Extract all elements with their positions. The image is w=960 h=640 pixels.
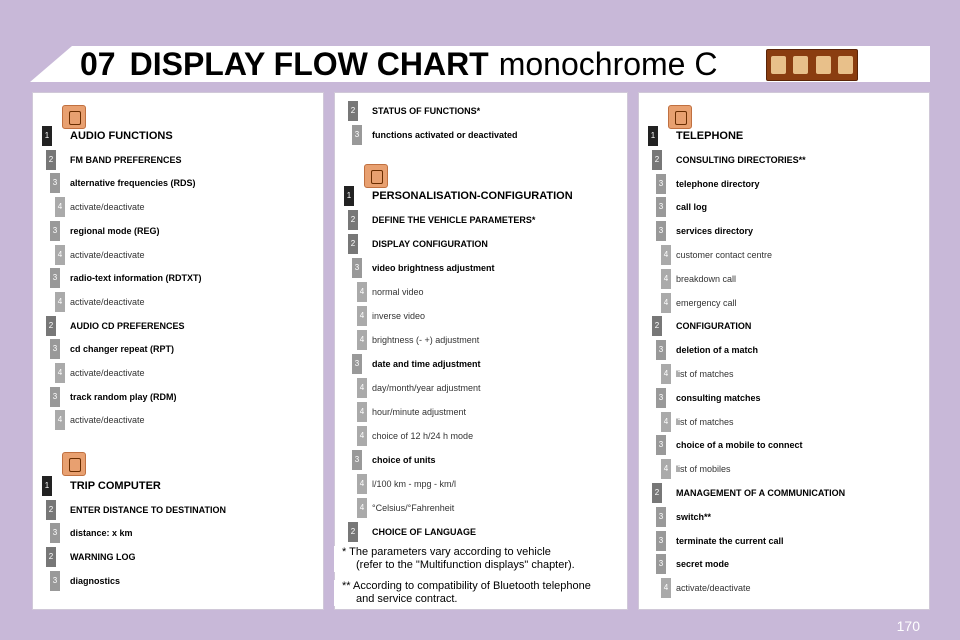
level-badge: 2 <box>652 483 662 503</box>
level-badge: 3 <box>656 507 666 527</box>
level-badge: 3 <box>50 221 60 241</box>
flow-item-label: list of matches <box>676 416 734 427</box>
level-badge: 4 <box>357 474 367 494</box>
chapter-subtitle: monochrome C <box>498 46 718 82</box>
flow-item-label: TELEPHONE <box>676 130 744 142</box>
level-badge: 4 <box>55 245 65 265</box>
level-badge: 4 <box>55 292 65 312</box>
level-badge: 4 <box>357 282 367 302</box>
flow-item-label: list of matches <box>676 369 734 379</box>
flow-item-label: WARNING LOG <box>70 552 136 563</box>
radio-icon <box>771 56 786 74</box>
flow-item-label: cd changer repeat (RPT) <box>70 344 175 355</box>
flow-item-label: CONSULTING DIRECTORIES** <box>676 154 806 165</box>
page-title <box>80 44 717 84</box>
page-number: 170 <box>896 618 920 634</box>
level-badge: 4 <box>357 426 367 446</box>
level-badge: 2 <box>46 150 56 170</box>
level-badge: 4 <box>357 330 367 350</box>
flow-item-label: consulting matches <box>676 392 761 403</box>
level-badge: 2 <box>348 101 358 121</box>
flow-item-label: breakdown call <box>676 273 737 284</box>
level-badge: 3 <box>352 258 362 278</box>
flow-item-label: list of mobiles <box>676 464 731 475</box>
flow-item-label: activate/deactivate <box>70 415 145 426</box>
flow-item-label: activate/deactivate <box>70 249 145 260</box>
flow-item-label: emergency call <box>676 297 737 308</box>
level-badge: 4 <box>55 410 65 430</box>
flow-item-label: FM BAND PREFERENCES <box>70 154 182 165</box>
flow-item-label: DEFINE THE VEHICLE PARAMETERS* <box>372 215 536 225</box>
level-badge: 1 <box>648 126 658 146</box>
flow-item-label: terminate the current call <box>676 535 784 546</box>
level-badge: 2 <box>348 522 358 542</box>
level-badge: 2 <box>46 316 56 336</box>
level-badge: 2 <box>46 500 56 520</box>
level-badge: 3 <box>656 174 666 194</box>
level-badge: 4 <box>357 498 367 518</box>
level-badge: 3 <box>656 197 666 217</box>
footnote-vehicle: * The parameters vary according to vehicle (refer to the "Multifunction displays" chapter). <box>334 546 626 572</box>
level-badge: 3 <box>352 354 362 374</box>
flow-item-label: STATUS OF FUNCTIONS* <box>372 106 481 116</box>
level-badge: 2 <box>652 150 662 170</box>
level-badge: 3 <box>50 339 60 359</box>
flow-item-label: functions activated or deactivated <box>372 130 518 140</box>
chapter-title: DISPLAY FLOW CHART <box>129 46 489 82</box>
flow-item-label: hour/minute adjustment <box>372 407 467 417</box>
flow-item-label: inverse video <box>372 311 426 321</box>
level-badge: 3 <box>50 523 60 543</box>
flow-item-label: CHOICE OF LANGUAGE <box>372 527 477 537</box>
flow-item-label: ENTER DISTANCE TO DESTINATION <box>70 504 227 515</box>
flow-item-label: regional mode (REG) <box>70 225 160 236</box>
level-badge: 1 <box>42 126 52 146</box>
flow-item-label: diagnostics <box>70 575 121 586</box>
level-badge: 4 <box>357 378 367 398</box>
level-badge: 4 <box>357 306 367 326</box>
navigation-icon <box>816 56 831 74</box>
level-badge: 3 <box>352 125 362 145</box>
level-badge: 3 <box>656 388 666 408</box>
flow-item-label: TRIP COMPUTER <box>70 480 161 492</box>
level-badge: 4 <box>55 363 65 383</box>
level-badge: 3 <box>656 554 666 574</box>
flow-item-label: choice of 12 h/24 h mode <box>372 431 474 441</box>
level-badge: 4 <box>55 197 65 217</box>
flow-item-label: activate/deactivate <box>70 202 145 213</box>
level-badge: 3 <box>656 340 666 360</box>
flow-item-label: date and time adjustment <box>372 359 481 369</box>
flow-item-label: activate/deactivate <box>676 583 751 594</box>
level-badge: 1 <box>344 186 354 206</box>
flow-item-label: customer contact centre <box>676 250 773 260</box>
flow-item-label: switch** <box>676 511 712 522</box>
flow-item-label: AUDIO CD PREFERENCES <box>70 320 185 331</box>
level-badge: 3 <box>352 450 362 470</box>
chapter-number: 07 <box>80 46 116 82</box>
flow-item-label: services directory <box>676 226 754 237</box>
flow-item-label: deletion of a match <box>676 345 759 356</box>
flow-item-label: CONFIGURATION <box>676 321 752 332</box>
flow-item-label: video brightness adjustment <box>372 263 495 273</box>
level-badge: 4 <box>661 364 671 384</box>
flow-item-label: distance: x km <box>70 528 133 539</box>
flow-item-label: choice of units <box>372 455 436 465</box>
level-badge: 4 <box>661 578 671 598</box>
flow-item-label: activate/deactivate <box>70 296 145 307</box>
flow-item-label: AUDIO FUNCTIONS <box>70 130 173 142</box>
trip-computer-icon <box>62 452 86 476</box>
flow-item-label: PERSONALISATION-CONFIGURATION <box>372 190 573 202</box>
level-badge: 2 <box>652 316 662 336</box>
level-badge: 2 <box>348 234 358 254</box>
flow-item-label: normal video <box>372 287 424 297</box>
flow-item-label: track random play (RDM) <box>70 391 177 402</box>
level-badge: 3 <box>50 387 60 407</box>
flow-item-label: choice of a mobile to connect <box>676 440 803 451</box>
flow-item-label: call log <box>676 202 708 213</box>
personalisation-icon <box>364 164 388 188</box>
level-badge: 3 <box>50 173 60 193</box>
flow-item-label: °Celsius/°Fahrenheit <box>372 503 455 513</box>
flow-item-label: MANAGEMENT OF A COMMUNICATION <box>676 488 846 498</box>
level-badge: 3 <box>656 435 666 455</box>
flow-item-label: DISPLAY CONFIGURATION <box>372 239 488 249</box>
flow-item-label: day/month/year adjustment <box>372 383 481 393</box>
level-badge: 3 <box>50 571 60 591</box>
phone-icon <box>838 56 853 74</box>
level-badge: 4 <box>357 402 367 422</box>
level-badge: 3 <box>656 531 666 551</box>
flow-item-label: alternative frequencies (RDS) <box>70 178 196 189</box>
footnote-bluetooth: ** According to compatibility of Bluetooth telephone and service contract. <box>334 580 626 606</box>
flow-item-label: telephone directory <box>676 178 760 189</box>
level-badge: 4 <box>661 459 671 479</box>
level-badge: 3 <box>50 268 60 288</box>
level-badge: 4 <box>661 412 671 432</box>
flow-item-label: l/100 km - mpg - km/l <box>372 479 457 489</box>
flow-item-label: secret mode <box>676 559 730 570</box>
function-icons-strip <box>766 49 858 81</box>
level-badge: 2 <box>348 210 358 230</box>
flow-item-label: radio-text information (RDTXT) <box>70 273 202 284</box>
level-badge: 3 <box>656 221 666 241</box>
level-badge: 1 <box>42 476 52 496</box>
level-badge: 4 <box>661 269 671 289</box>
level-badge: 2 <box>46 547 56 567</box>
level-badge: 4 <box>661 245 671 265</box>
flow-item-label: brightness (- +) adjustment <box>372 335 480 345</box>
flow-item-label: activate/deactivate <box>70 368 145 378</box>
level-badge: 4 <box>661 293 671 313</box>
settings-icon <box>793 56 808 74</box>
